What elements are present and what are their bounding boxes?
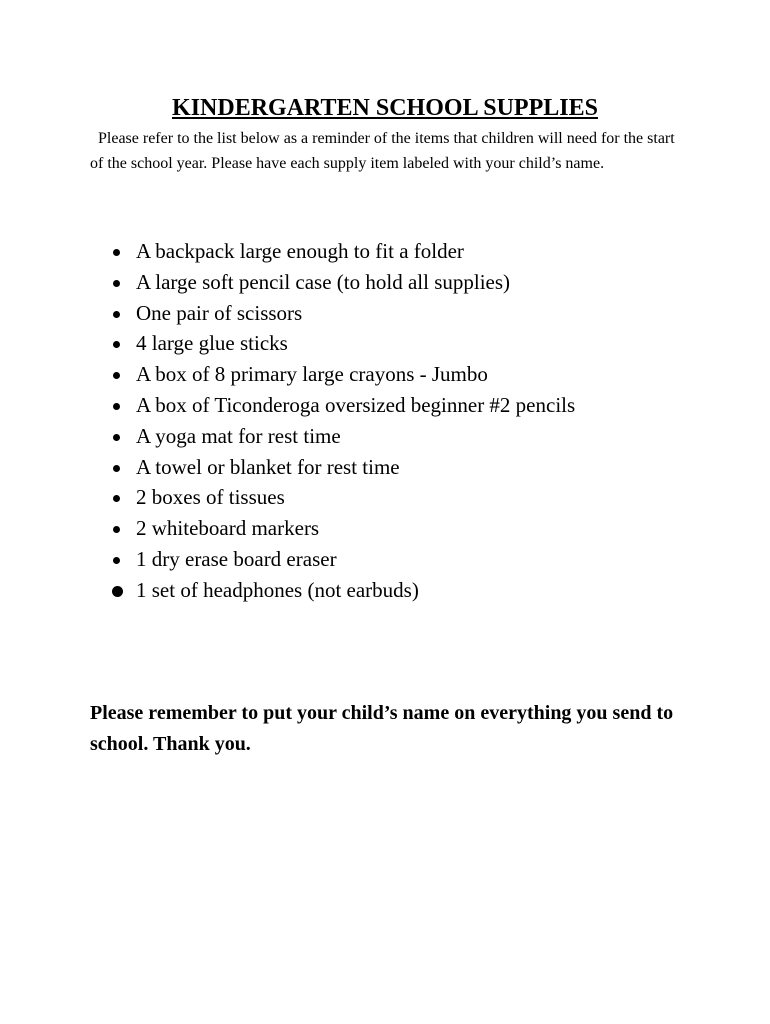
closing-note: Please remember to put your child’s name on everything you send to school. Thank you. (90, 702, 674, 755)
list-item (0, 328, 770, 359)
list-item-text: One pair of scissors (136, 300, 303, 325)
list-item (0, 421, 770, 452)
bullet-icon (113, 434, 120, 441)
list-item-text: A large soft pencil case (to hold all supplies) (136, 269, 511, 294)
list-item-text: 1 set of headphones (not earbuds) (136, 577, 419, 602)
list-item-text: 2 boxes of tissues (136, 485, 285, 510)
list-item-text: 2 whiteboard markers (136, 516, 320, 541)
list-item (0, 575, 770, 606)
list-item-text: 1 dry erase board eraser (136, 546, 337, 571)
list-item-text: A towel or blanket for rest time (136, 454, 400, 479)
list-item-text: A yoga mat for rest time (136, 423, 341, 448)
bullet-icon (113, 249, 120, 256)
bullet-icon (113, 495, 120, 502)
list-item (0, 298, 770, 329)
bullet-icon (113, 280, 120, 287)
list-item (0, 544, 770, 575)
bullet-icon (113, 341, 120, 348)
bullet-icon (113, 372, 120, 379)
bullet-icon (112, 586, 123, 597)
list-item-text: A box of 8 primary large crayons - Jumbo (136, 362, 488, 387)
list-item (0, 359, 770, 390)
list-item-text: 4 large glue sticks (136, 331, 288, 356)
bullet-icon (113, 403, 120, 410)
list-item-text: A backpack large enough to fit a folder (136, 239, 464, 263)
list-item (0, 267, 770, 298)
list-item-text: A box of Ticonderoga oversized beginner #2 pencils (136, 392, 576, 417)
intro-paragraph: Please refer to the list below as a reminder of the items that children will need for the start of the school year. Please have each supply item labeled with your child’s name. (90, 130, 675, 172)
bullet-icon (113, 465, 120, 472)
bullet-icon (113, 311, 120, 318)
list-item (0, 236, 770, 267)
bullet-icon (113, 557, 120, 564)
list-item (0, 513, 770, 544)
bullet-icon (113, 526, 120, 533)
page-title: KINDERGARTEN SCHOOL SUPPLIES (172, 95, 598, 121)
list-item (0, 482, 770, 513)
list-item (0, 390, 770, 421)
supply-list (0, 236, 770, 606)
list-item (0, 452, 770, 483)
